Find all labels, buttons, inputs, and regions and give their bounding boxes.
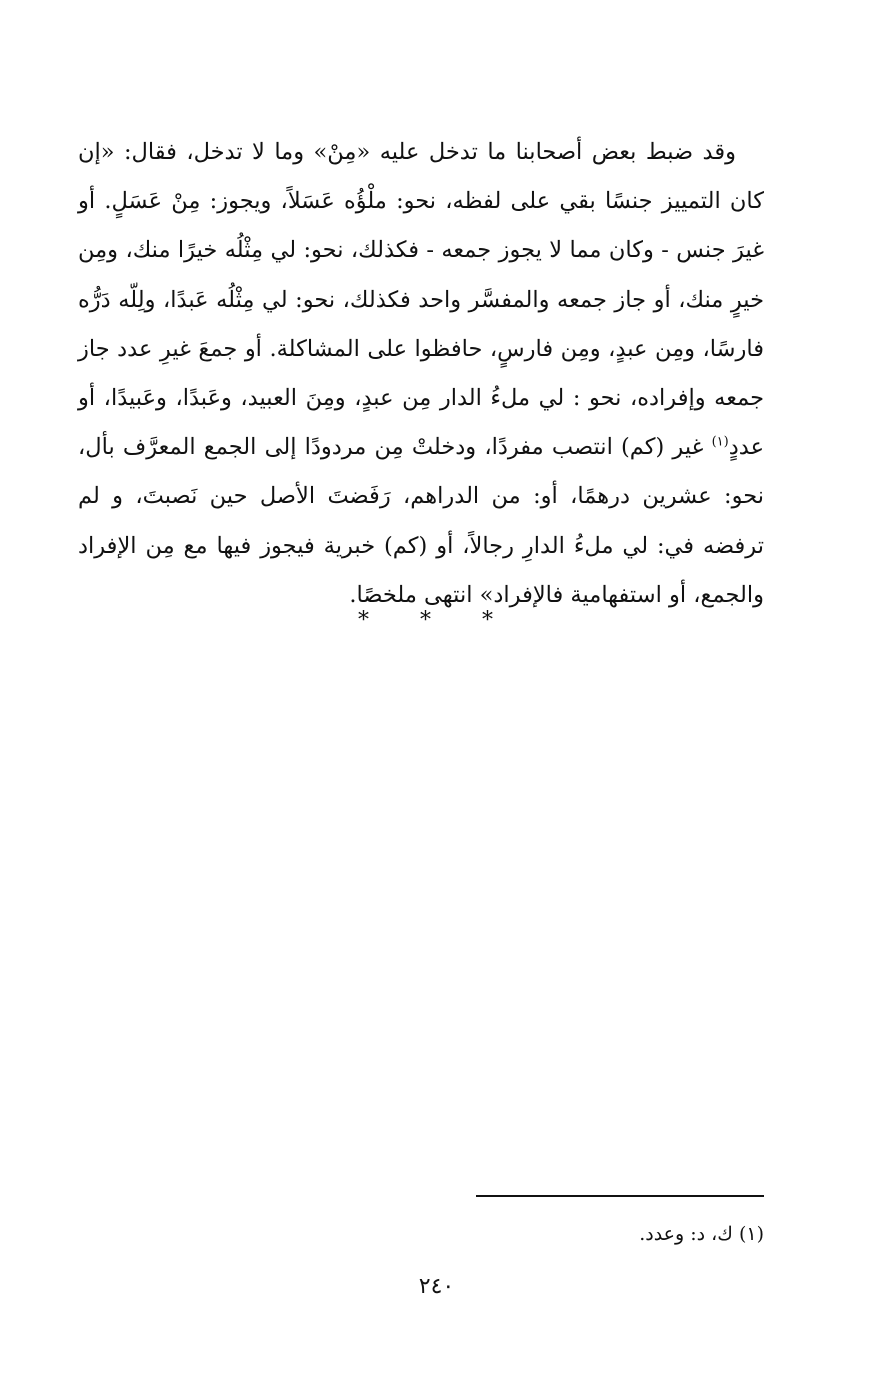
section-separator: * * * — [358, 608, 515, 633]
footnote-divider — [476, 1195, 764, 1197]
footnote: (١) ك، د: وعدد. — [639, 1223, 764, 1245]
body-paragraph — [78, 128, 764, 620]
page-number: ٢٤٠ — [418, 1274, 455, 1299]
footnote-marker: (١) — [711, 434, 729, 450]
body-text-part-1: وقد ضبط بعض أصحابنا ما تدخل عليه «مِنْ» وما لا تدخل، فقال: «إن كان التمييز جنسًا بقي على لفظه، نحو: ملْؤُه عَسَلاً، ويجوز: مِنْ عَسَلٍ. أو غيرَ جنس - وكان مما لا يجوز جمعه - فكذلك، نحو: لي مِثْلُه خيرًا منك، ومِن خيرٍ منك، أو جاز جمعه والمفسَّر واحد فكذلك، نحو: لي مِثْلُه عَبدًا، ولِلّه دَرُّه فارسًا، ومِن عبدٍ، ومِن فارسٍ، حافظوا على المشاكلة. أو جمعَ غيرِ عدد جاز جمعه وإفراده، نحو : لي ملءُ الدار مِن عبدٍ، ومِنَ العبيد، وعَبدًا، وعَبيدًا، أو عددٍ — [78, 139, 764, 461]
main-text-block — [78, 128, 764, 620]
body-text-part-2: غير (كم) انتصب مفردًا، ودخلتْ مِن مردودًا إلى الجمع المعرَّف بأل، نحو: عشرين درهمًا، أو: من الدراهم، رَفَضتَ الأصل حين نَصبتَ، و لم ترفضه في: لي ملءُ الدارِ رجالاً، أو (كم) خبرية فيجوز فيها مع مِن الإفراد والجمع، أو استفهامية فالإفراد» انتهى ملخصًا. — [78, 434, 764, 608]
